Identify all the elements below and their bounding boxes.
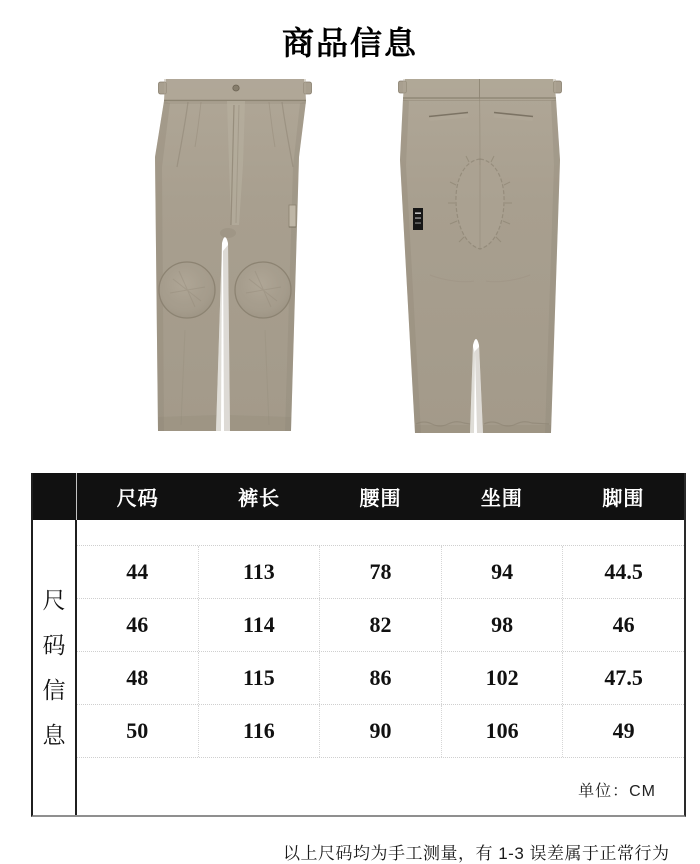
footer-note: 以上尺码均为手工测量，有 1-3 误差属于正常行为 — [283, 844, 670, 863]
pants-front-drawing — [115, 75, 335, 460]
pants-back-image — [370, 75, 590, 460]
table-cell: 116 — [198, 705, 320, 757]
table-cell: 50 — [126, 718, 149, 743]
table-row — [77, 598, 684, 651]
section-label-vertical: 尺 码 信 息 — [33, 520, 77, 815]
header-corner — [33, 473, 77, 520]
size-table-body — [77, 520, 684, 815]
table-cell: 113 — [198, 546, 320, 598]
table-cell: 78 — [319, 546, 441, 598]
table-row — [77, 651, 684, 704]
table-cell: 90 — [319, 705, 441, 757]
column-header-length: 裤长 — [238, 488, 281, 510]
table-cell: 46 — [562, 599, 684, 651]
column-header-size: 尺码 — [116, 488, 159, 510]
table-cell: 98 — [441, 599, 563, 651]
column-header-waist: 腰围 — [359, 488, 402, 510]
table-cell: 49 — [562, 705, 684, 757]
table-cell: 47.5 — [562, 652, 684, 704]
table-row — [77, 704, 684, 758]
table-cell: 94 — [441, 546, 563, 598]
waist-button — [233, 85, 239, 91]
table-cell: 44 — [126, 559, 149, 584]
size-table-header — [33, 473, 684, 520]
table-cell: 114 — [198, 599, 320, 651]
table-cell: 44.5 — [562, 546, 684, 598]
unit-label: 单位：CM — [578, 783, 656, 800]
table-cell: 115 — [198, 652, 320, 704]
table-cell: 82 — [319, 599, 441, 651]
side-tab — [289, 205, 296, 227]
size-table — [31, 473, 686, 817]
brand-side-tag — [413, 208, 423, 230]
pants-back-drawing — [370, 75, 590, 460]
table-cell: 48 — [126, 665, 149, 690]
table-cell: 86 — [319, 652, 441, 704]
table-cell: 102 — [441, 652, 563, 704]
column-header-leg-opening: 脚围 — [602, 488, 645, 510]
table-cell: 106 — [441, 705, 563, 757]
table-cell: 46 — [126, 612, 149, 637]
table-row — [77, 545, 684, 598]
pants-front-image — [115, 75, 335, 460]
page-title: 商品信息 — [281, 25, 418, 61]
column-header-hip: 坐围 — [480, 488, 523, 510]
